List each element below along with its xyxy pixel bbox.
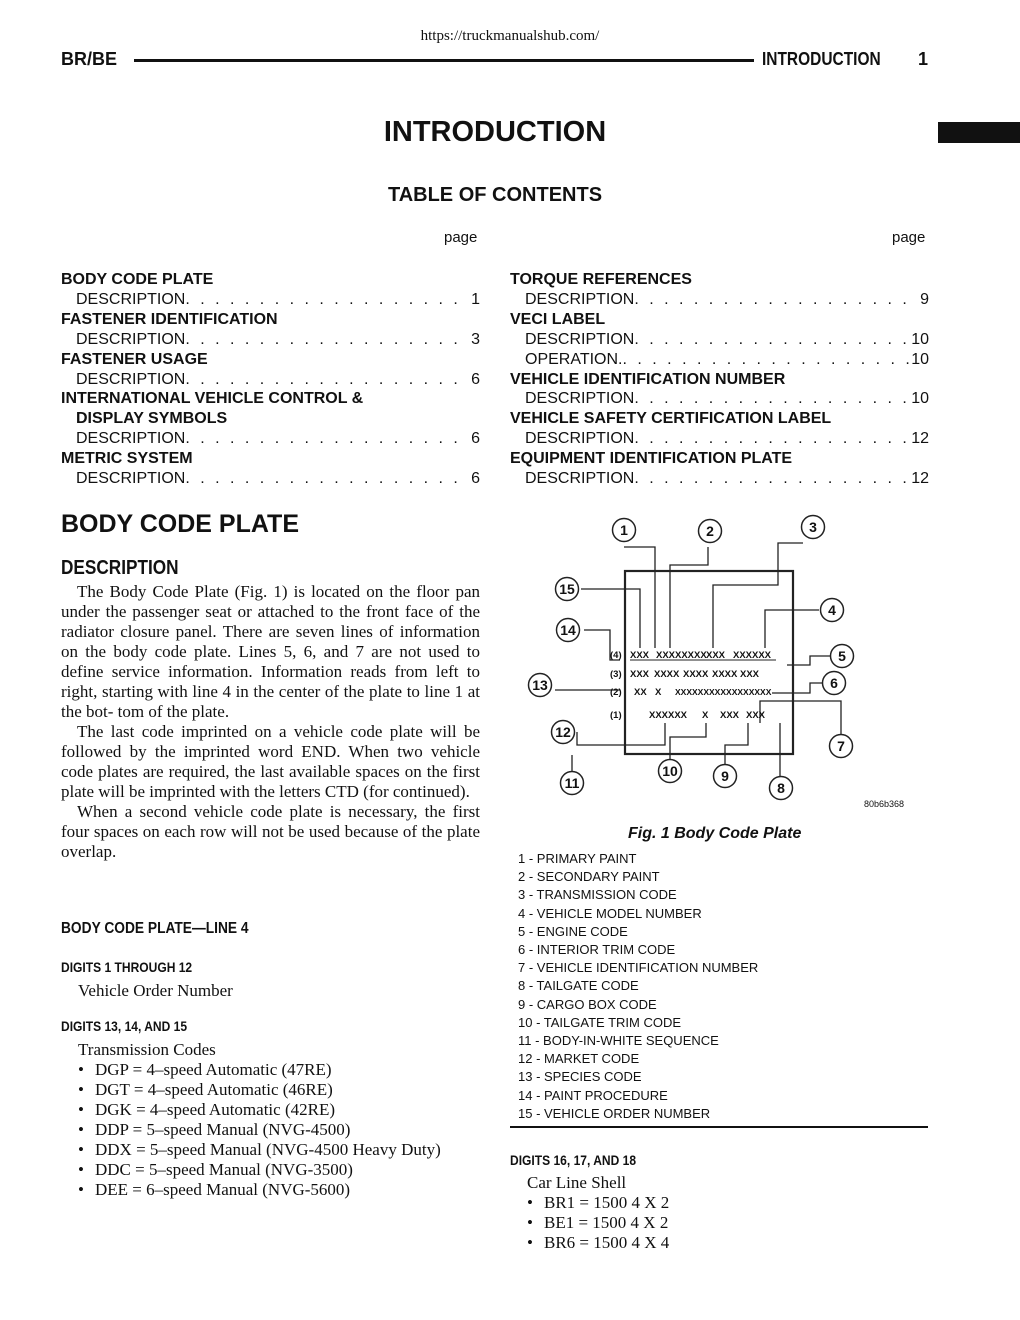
svg-text:14: 14	[560, 622, 576, 638]
description-text	[61, 582, 480, 862]
toc-entry[interactable]: DESCRIPTION . . . 6	[61, 469, 480, 489]
legend-item: 5 - ENGINE CODE	[518, 923, 628, 939]
svg-text:XXXXXXXXXXXXXXXXX: XXXXXXXXXXXXXXXXX	[675, 687, 772, 697]
svg-text:XXXX: XXXX	[712, 669, 738, 680]
list-item: • DGK = 4–speed Automatic (42RE)	[75, 1100, 485, 1120]
toc-section[interactable]: TORQUE REFERENCES	[510, 271, 692, 288]
toc-page-label-left: page	[444, 229, 478, 246]
toc-right-column	[510, 270, 929, 489]
toc-entry[interactable]: DESCRIPTION . . . 3	[61, 330, 480, 350]
list-item: • BE1 = 1500 4 X 2	[524, 1213, 824, 1233]
digits-1-12-text: Vehicle Order Number	[78, 981, 233, 1000]
digits-16-18-heading: DIGITS 16, 17, AND 18	[510, 1152, 637, 1168]
plate-row-1	[610, 710, 766, 721]
svg-text:(1): (1)	[610, 710, 622, 721]
subsection-heading: DESCRIPTION	[61, 557, 179, 579]
svg-text:XXX: XXX	[630, 669, 650, 680]
page-title: INTRODUCTION	[383, 116, 607, 148]
line4-heading: BODY CODE PLATE—LINE 4	[61, 920, 249, 937]
callout-9	[714, 765, 737, 788]
list-item: • DGT = 4–speed Automatic (46RE)	[75, 1080, 485, 1100]
svg-text:XXXX: XXXX	[683, 669, 709, 680]
toc-section[interactable]: BODY CODE PLATE	[61, 271, 214, 288]
plate-rows	[610, 650, 772, 721]
toc-section[interactable]: VEHICLE IDENTIFICATION NUMBER	[510, 370, 786, 388]
callout-5	[831, 645, 854, 668]
paragraph: When a second vehicle code plate is necessary, the first four spaces on each row will not be used because of the plate overlap.	[61, 802, 480, 861]
toc-section[interactable]: EQUIPMENT IDENTIFICATION PLATE	[510, 450, 793, 468]
header-rule	[134, 59, 754, 62]
digits-13-15-heading: DIGITS 13, 14, AND 15	[61, 1018, 188, 1034]
svg-text:(4): (4)	[610, 650, 622, 661]
svg-text:XXXXXX: XXXXXX	[649, 710, 688, 721]
legend-item: 1 - PRIMARY PAINT	[518, 851, 637, 866]
list-item: • BR6 = 1500 4 X 4	[524, 1233, 824, 1253]
digits-16-18-text: Car Line Shell	[527, 1173, 627, 1192]
callout-12	[552, 721, 575, 744]
legend-item: 7 - VEHICLE IDENTIFICATION NUMBER	[518, 960, 759, 976]
list-item: • DGP = 4–speed Automatic (47RE)	[75, 1060, 485, 1080]
svg-text:(3): (3)	[610, 669, 622, 680]
toc-entry[interactable]: DESCRIPTION . . . 10	[510, 330, 929, 350]
list-item: • BR1 = 1500 4 X 2	[524, 1193, 824, 1213]
toc-entry[interactable]: DESCRIPTION . . . 10	[510, 389, 929, 409]
paragraph: The last code imprinted on a vehicle code plate will be followed by the imprinted word END. When two vehicle code plates are required, the last available spaces on the first plate will be imprinted with the letters CTD (for continued).	[61, 722, 480, 801]
svg-text:XXX: XXX	[740, 669, 760, 680]
header-page-number: 1	[918, 49, 929, 69]
list-item: • DDX = 5–speed Manual (NVG-4500 Heavy Duty)	[75, 1140, 485, 1160]
list-item: • DDC = 5–speed Manual (NVG-3500)	[75, 1160, 485, 1180]
plate-outline	[625, 571, 793, 754]
legend-item: 15 - VEHICLE ORDER NUMBER	[518, 1105, 711, 1121]
plate-row-3	[610, 669, 760, 680]
header-model: BR/BE	[61, 49, 118, 69]
list-item: • DEE = 6–speed Manual (NVG-5600)	[75, 1180, 485, 1200]
svg-text:13: 13	[532, 677, 548, 693]
legend-item: 13 - SPECIES CODE	[518, 1069, 642, 1085]
transmission-code-list	[75, 1060, 485, 1200]
callout-3	[802, 516, 825, 539]
svg-text:6: 6	[830, 675, 838, 691]
callout-8	[770, 777, 793, 800]
callout-1	[613, 519, 636, 542]
svg-text:X: X	[655, 687, 662, 698]
svg-text:1: 1	[620, 522, 628, 538]
svg-text:8: 8	[777, 780, 785, 796]
figure-reference-code: 80b6b368	[864, 799, 905, 809]
toc-entry[interactable]: DESCRIPTION . . . 1	[61, 290, 480, 310]
body-code-plate-diagram	[510, 505, 930, 820]
svg-text:(2): (2)	[610, 687, 622, 698]
plate-row-4	[610, 650, 772, 661]
legend-item: 8 - TAILGATE CODE	[518, 978, 639, 994]
header-section: INTRODUCTION	[762, 49, 881, 69]
legend-item: 9 - CARGO BOX CODE	[518, 996, 657, 1012]
toc-entry[interactable]: DESCRIPTION . . . 12	[510, 469, 929, 489]
legend-item: 6 - INTERIOR TRIM CODE	[518, 942, 676, 958]
legend-item: 4 - VEHICLE MODEL NUMBER	[518, 905, 702, 921]
toc-section[interactable]: VEHICLE SAFETY CERTIFICATION LABEL	[510, 410, 832, 428]
svg-text:11: 11	[564, 775, 580, 791]
legend-item: 3 - TRANSMISSION CODE	[518, 887, 677, 903]
digits-13-15-text: Transmission Codes	[78, 1040, 216, 1059]
car-line-list	[524, 1193, 824, 1253]
toc-left-column	[61, 270, 480, 489]
callout-10	[659, 760, 682, 783]
svg-text:9: 9	[721, 768, 729, 784]
svg-text:XXXXXXXX: XXXXXXXX	[656, 650, 707, 661]
toc-entry[interactable]: DESCRIPTION . . . 6	[61, 370, 480, 390]
toc-section[interactable]: INTERNATIONAL VEHICLE CONTROL &	[61, 390, 364, 408]
plate-row-2	[610, 687, 772, 698]
paragraph: The Body Code Plate (Fig. 1) is located on the floor pan under the passenger seat or attached to the front face of the radiator closure panel. There are seven lines of information on the body code plate. Lines 5, 6, and 7 are not used to define service information. Information reads from left to right, starting with line 4 in the center of the plate to line 1 at the bot- tom of the plate.	[61, 582, 480, 721]
toc-entry[interactable]: DESCRIPTION . . . 6	[61, 429, 480, 449]
toc-section[interactable]: METRIC SYSTEM	[61, 450, 193, 468]
toc-section[interactable]: FASTENER USAGE	[61, 350, 208, 368]
callout-14	[557, 619, 580, 642]
source-url[interactable]: https://truckmanualshub.com/	[420, 28, 600, 44]
svg-text:15: 15	[559, 581, 575, 597]
toc-section[interactable]: VECI LABEL	[510, 310, 606, 328]
legend-item: 12 - MARKET CODE	[518, 1051, 640, 1067]
svg-text:12: 12	[555, 724, 571, 740]
toc-entry[interactable]: OPERATION. . . . 10	[510, 350, 929, 370]
callout-4	[821, 599, 844, 622]
digits-1-12-heading: DIGITS 1 THROUGH 12	[61, 959, 193, 975]
toc-section-continued[interactable]: DISPLAY SYMBOLS	[76, 410, 228, 428]
figure-legend	[518, 850, 758, 1123]
toc-entry[interactable]: DESCRIPTION . . . 9	[510, 290, 929, 310]
figure-divider	[510, 1126, 928, 1128]
svg-text:2: 2	[706, 523, 714, 539]
callout-11	[561, 772, 584, 795]
legend-item: 11 - BODY-IN-WHITE SEQUENCE	[518, 1033, 719, 1049]
callout-15	[556, 578, 579, 601]
toc-section[interactable]: FASTENER IDENTIFICATION	[61, 310, 278, 328]
callout-13	[529, 674, 552, 697]
toc-page-label-right: page	[892, 229, 926, 246]
svg-text:XXXXXX: XXXXXX	[733, 650, 772, 661]
callout-6	[823, 672, 846, 695]
svg-text:XXXX: XXXX	[654, 669, 680, 680]
svg-text:XXX: XXX	[630, 650, 650, 661]
svg-text:10: 10	[662, 763, 678, 779]
svg-text:XXX: XXX	[706, 650, 726, 661]
svg-text:X: X	[702, 710, 709, 721]
svg-text:XXX: XXX	[720, 710, 740, 721]
svg-text:XX: XX	[634, 687, 647, 698]
svg-text:5: 5	[838, 648, 846, 664]
callout-2	[699, 520, 722, 543]
svg-text:3: 3	[809, 519, 817, 535]
figure-caption: Fig. 1 Body Code Plate	[628, 825, 802, 842]
svg-text:4: 4	[828, 602, 836, 618]
svg-text:XXX: XXX	[746, 710, 766, 721]
legend-item: 2 - SECONDARY PAINT	[518, 869, 660, 885]
svg-text:7: 7	[837, 738, 845, 754]
callout-7	[830, 735, 853, 758]
legend-item: 10 - TAILGATE TRIM CODE	[518, 1014, 682, 1030]
legend-item: 14 - PAINT PROCEDURE	[518, 1087, 668, 1103]
section-heading: BODY CODE PLATE	[61, 510, 299, 538]
toc-entry[interactable]: DESCRIPTION . . . 12	[510, 429, 929, 449]
list-item: • DDP = 5–speed Manual (NVG-4500)	[75, 1120, 485, 1140]
toc-title: TABLE OF CONTENTS	[387, 184, 603, 206]
